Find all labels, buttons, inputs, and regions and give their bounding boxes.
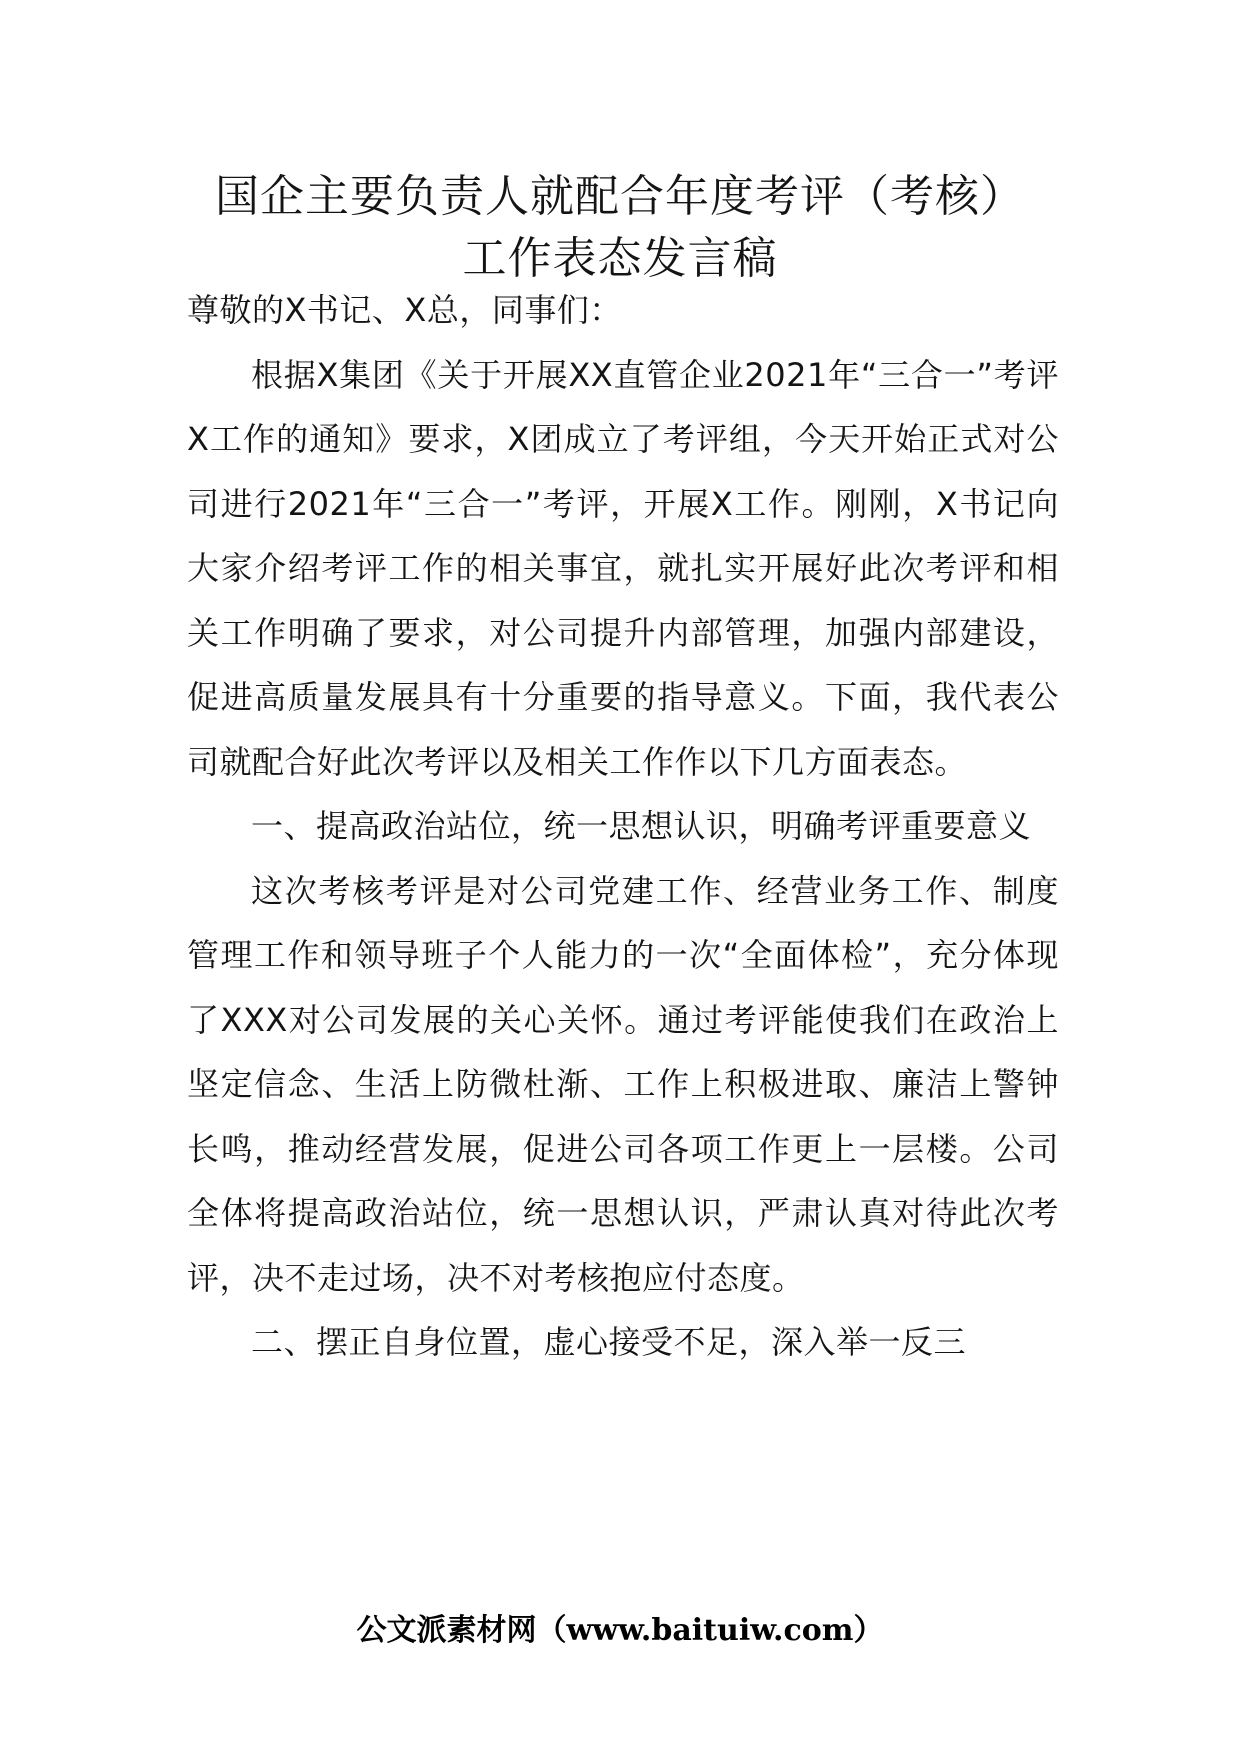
section-heading-2: 二、摆正自身位置，虚心接受不足，深入举一反三: [251, 1323, 967, 1361]
document-body: [187, 278, 1059, 1375]
salutation: 尊敬的X书记、X总，同事们：: [187, 291, 622, 329]
paragraph-2: 这次考核考评是对公司党建工作、经营业务工作、制度管理工作和领导班子个人能力的一次“全面体检”，充分体现了XXX对公司发展的关心关怀。通过考评能使我们在政治上坚定信念、生活上防微杜渐、工作上积极进取、廉洁上警钟长鸣，推动经营发展，促进公司各项工作更上一层楼。公司全体将提高政治站位，统一思想认识，严肃认真对待此次考评，决不走过场，决不对考核抱应付态度。: [187, 871, 1059, 1297]
title-line-2: 工作表态发言稿: [462, 233, 778, 284]
paragraph-1: 根据X集团《关于开展XX直管企业2021年“三合一”考评X工作的通知》要求，X团成立了考评组，今天开始正式对公司进行2021年“三合一”考评，开展X工作。刚刚，X书记向大家介绍考评工作的相关事宜，就扎实开展好此次考评和相关工作明确了要求，对公司提升内部管理，加强内部建设，促进高质量发展具有十分重要的指导意义。下面，我代表公司就配合好此次考评以及相关工作作以下几方面表态。: [187, 355, 1059, 781]
footer-watermark: 公文派素材网（www.baituiw.com）: [356, 1613, 884, 1648]
section-heading-1: 一、提高政治站位，统一思想认识，明确考评重要意义: [251, 807, 1032, 845]
title-line-1: 国企主要负责人就配合年度考评（考核）: [215, 171, 1025, 222]
document-title: [150, 166, 1090, 290]
